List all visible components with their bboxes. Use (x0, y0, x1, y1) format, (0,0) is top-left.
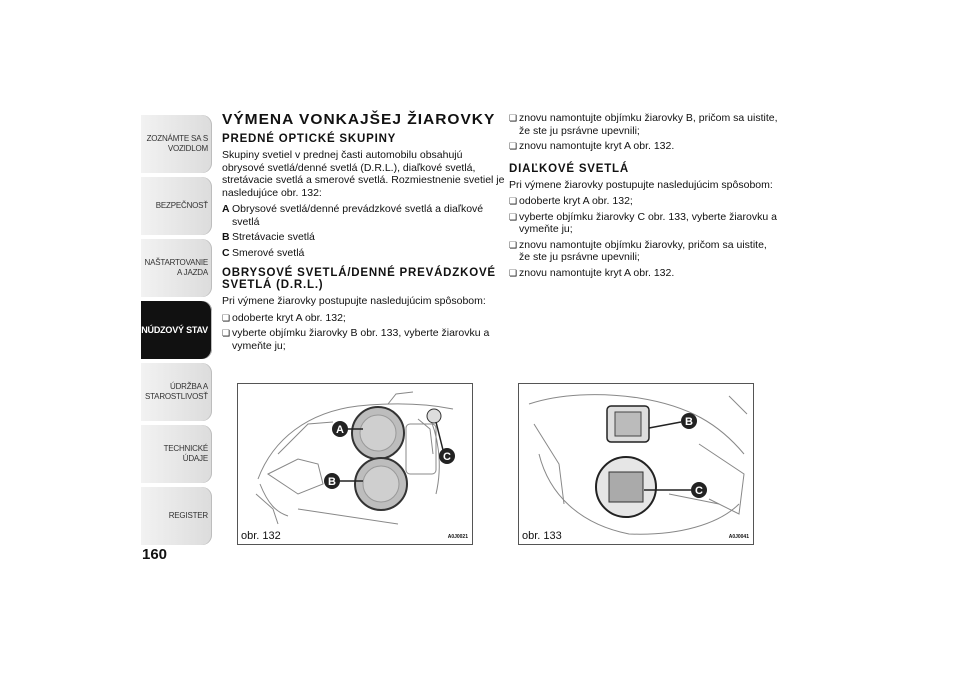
bullet-item: ❏ znovu namontujte objímku žiarovky, pričom sa uistite, že ste ju psrávne upevnili; (509, 239, 779, 264)
label-b-marker (681, 413, 697, 429)
tab-label: REGISTER (168, 511, 208, 520)
bullet-item: ❏ znovu namontujte kryt A obr. 132. (509, 267, 779, 280)
tab-udrzba[interactable] (141, 363, 212, 421)
tab-label: TECHNICKÉ ÚDAJE (163, 444, 208, 463)
figure-caption: obr. 132 (241, 530, 281, 542)
heading-high-beam: DIAĽKOVÉ SVETLÁ (509, 162, 629, 175)
tab-label: ZOZNÁMTE SA S VOZIDLOM (146, 134, 208, 153)
tab-nastartovanie[interactable] (141, 239, 212, 297)
tab-bezpecnost[interactable] (141, 177, 212, 235)
list-item: C Smerové svetlá (222, 246, 305, 259)
figure-caption: obr. 133 (522, 530, 562, 542)
tab-technicke-udaje[interactable] (141, 425, 212, 483)
high-beam-text: Pri výmene žiarovky postupujte nasledujúcim spôsobom: (509, 178, 773, 191)
right-column (509, 112, 779, 282)
section-tabs (141, 115, 212, 549)
tab-label: NÚDZOVÝ STAV (141, 325, 208, 335)
figure-code: A0J0041 (728, 534, 749, 540)
left-column (222, 112, 506, 355)
tab-zoznamte-sa[interactable] (141, 115, 212, 173)
bullet-item: ❏ odoberte kryt A obr. 132; (509, 195, 779, 208)
figure-132 (237, 383, 473, 545)
bulb-holder-illustration (519, 384, 753, 544)
svg-text:A: A (336, 424, 344, 436)
label-a-marker (332, 421, 348, 437)
figure-133 (518, 383, 754, 545)
bullet-item: ❏ vyberte objímku žiarovky B obr. 133, vyberte žiarovku a vymeňte ju; (222, 327, 506, 352)
headlamp-illustration (238, 384, 472, 544)
label-c-marker (439, 448, 455, 464)
tab-register[interactable] (141, 487, 212, 545)
tab-label: NAŠTARTOVANIE A JAZDA (144, 258, 208, 277)
label-b-marker (324, 473, 340, 489)
tab-label: ÚDRŽBA A STAROSTLIVOSŤ (144, 382, 208, 401)
list-item: B Stretávacie svetlá (222, 231, 315, 243)
bullet-item: ❏ znovu namontujte objímku žiarovky B, pričom sa uistite, že ste ju psrávne upevnili; (509, 112, 779, 137)
list-item: A Obrysové svetlá/denné prevádzkové svetlá a diaľkové svetlá (222, 203, 484, 228)
figure-code: A0J0021 (447, 534, 468, 540)
bullet-item: ❏ vyberte objímku žiarovky C obr. 133, vyberte žiarovku a vymeňte ju; (509, 211, 779, 236)
bullet-item: ❏ znovu namontujte kryt A obr. 132. (509, 140, 779, 153)
front-lights-text: Skupiny svetiel v prednej časti automobilu obsahujú obrysové svetlá/denné svetlá (D.R.L.), diaľkové svetlá, stretávacie svetlá a smerové svetlá. Rozmiestnenie svetiel je nasledujúce obr. 132: (222, 149, 505, 199)
page-number: 160 (142, 546, 168, 563)
svg-text:B: B (328, 476, 336, 488)
label-c-marker (691, 482, 707, 498)
svg-text:B: B (685, 416, 693, 428)
heading-drl: OBRYSOVÉ SVETLÁ/DENNÉ PREVÁDZKOVÉ SVETLÁ (D.R.L.) (222, 267, 496, 291)
svg-text:C: C (695, 485, 703, 497)
drl-text: Pri výmene žiarovky postupujte nasledujúcim spôsobom: (222, 295, 486, 307)
bullet-item: ❏ odoberte kryt A obr. 132; (222, 312, 506, 325)
tab-nudzovy-stav[interactable] (141, 301, 212, 359)
svg-text:C: C (443, 451, 451, 463)
section-title: VÝMENA VONKAJŠEJ ŽIAROVKY (222, 111, 496, 128)
tab-label: BEZPEČNOSŤ (155, 201, 208, 210)
heading-front-lights: PREDNÉ OPTICKÉ SKUPINY (222, 133, 397, 145)
